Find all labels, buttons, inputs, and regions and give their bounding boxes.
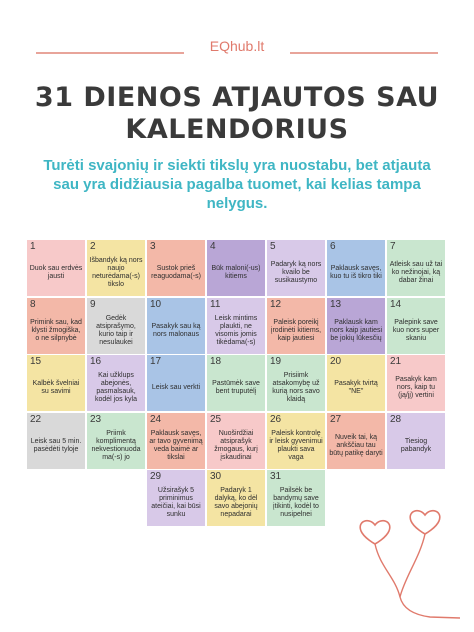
day-task: Leisk sau verkti <box>151 384 201 391</box>
calendar-grid <box>27 240 447 526</box>
day-number: 28 <box>390 413 402 425</box>
day-number: 13 <box>330 298 342 310</box>
day-task: Duok sau erdvės jausti <box>29 265 83 280</box>
calendar-day-5 <box>267 240 325 296</box>
calendar-day-26 <box>267 413 325 469</box>
day-task: Prisiimk atsakomybę už kurią nors savo klaidą <box>272 372 320 403</box>
day-number: 6 <box>330 241 336 252</box>
calendar-day-29 <box>147 470 205 526</box>
day-number: 21 <box>390 356 402 367</box>
day-task: Pasakyk tvirtą "NE" <box>334 380 378 395</box>
calendar-day-23 <box>87 413 145 469</box>
calendar-day-16 <box>87 355 145 411</box>
day-number: 20 <box>330 356 342 367</box>
day-number: 22 <box>30 413 42 425</box>
day-number: 25 <box>210 413 222 425</box>
calendar-day-21 <box>387 355 445 411</box>
day-number: 24 <box>150 413 162 425</box>
day-task: Gedėk atsiprašymo, kurio taip ir nesulaukei <box>96 314 136 346</box>
day-task: Padaryk ką nors kvailo be susikaustymo <box>270 261 322 284</box>
calendar-day-4 <box>207 240 265 296</box>
calendar-day-19 <box>267 355 325 411</box>
calendar-day-31 <box>267 470 325 526</box>
day-task: Leisk mintims plaukti, ne visomis jomis tikėdama(-s) <box>214 314 258 346</box>
day-task: Paklausk savęs, ar tavo gyvenimą veda baimė ar tikslai <box>149 429 203 461</box>
day-task: Užsirašyk 5 priminimus ateičiai, kai būsi sunku <box>151 487 201 518</box>
calendar-day-7 <box>387 240 445 296</box>
day-task: Priimk komplimentą nekvestionuoda ma(-s) jo <box>91 429 141 461</box>
calendar-day-27 <box>327 413 385 469</box>
day-number: 12 <box>270 298 282 310</box>
day-task: Paklausk savęs, kuo tu iš tikro tiki <box>330 265 382 280</box>
day-number: 29 <box>150 471 162 482</box>
calendar-day-11 <box>207 298 265 354</box>
day-task: Nuveik tai, ką ankščiau tau būtų patikę daryti <box>329 433 383 457</box>
day-number: 15 <box>30 356 42 367</box>
day-task: Išbandyk ką nors naujo neturėdama(-s) tikslo <box>89 257 143 288</box>
day-number: 16 <box>90 356 102 367</box>
day-task: Leisk sau 5 min. pasėdėti tyloje <box>30 437 82 453</box>
day-number: 26 <box>270 413 282 425</box>
calendar-day-6 <box>327 240 385 296</box>
day-task: Tiesiog pabandyk <box>400 437 432 453</box>
day-number: 3 <box>150 241 156 252</box>
day-task: Kalbėk švelniai su savimi <box>32 380 80 395</box>
day-number: 1 <box>30 241 36 252</box>
day-task: Primink sau, kad klysti žmogiška, o ne silpnybė <box>30 318 82 342</box>
calendar-day-12 <box>267 298 325 354</box>
day-number: 27 <box>330 413 342 425</box>
day-task: Palepink save kuo nors super skaniu <box>392 318 440 342</box>
day-task: Padaryk 1 dalyką, ko dėl savo abejonių nepadarai <box>214 487 258 518</box>
calendar-day-18 <box>207 355 265 411</box>
day-number: 30 <box>210 471 222 482</box>
calendar-day-17 <box>147 355 205 411</box>
calendar-day-2 <box>87 240 145 296</box>
calendar-day-3 <box>147 240 205 296</box>
calendar-day-25 <box>207 413 265 469</box>
day-number: 17 <box>150 356 162 367</box>
calendar-day-8 <box>27 298 85 354</box>
day-task: Paleisk poreikį įrodinėti kitiems, kaip jautiesi <box>270 318 322 342</box>
calendar-day-24 <box>147 413 205 469</box>
day-task: Pasakyk sau ką nors malonaus <box>151 322 201 338</box>
calendar-day-9 <box>87 298 145 354</box>
day-number: 4 <box>210 241 216 252</box>
day-task: Pastūmėk save bent truputėlį <box>212 380 260 395</box>
day-task: Atleisk sau už tai ko nežinojai, ką dabar žinai <box>389 261 443 284</box>
calendar-day-15 <box>27 355 85 411</box>
calendar-day-28 <box>387 413 445 469</box>
calendar-day-22 <box>27 413 85 469</box>
top-divider-right <box>290 52 438 54</box>
day-number: 8 <box>30 298 36 310</box>
day-task: Paklausk kam nors kaip jautiesi be jokių lūkesčių <box>329 318 383 342</box>
day-task: Būk malonі(-us) kitiems <box>211 265 261 280</box>
page-title: 31 DIENOS ATJAUTOS SAU KALENDORIUS <box>34 82 440 145</box>
page-subtitle: Turėti svajonių ir siekti tikslų yra nuostabu, bet atjauta sau yra didžiausia pagalba tuomet, kai kelias tampa nelygus. <box>43 157 431 212</box>
day-number: 11 <box>210 298 221 310</box>
brand-label: EQhub.lt <box>209 38 265 54</box>
day-number: 31 <box>270 471 282 482</box>
day-task: Pailsėk be bandymų save įtikinti, kodėl to nusipelnei <box>273 487 319 518</box>
day-task: Paleisk kontrolę ir leisk gyvenimui plaukti sava vaga <box>269 429 323 461</box>
calendar-day-1 <box>27 240 85 296</box>
day-number: 7 <box>390 241 396 252</box>
calendar-day-14 <box>387 298 445 354</box>
day-number: 10 <box>150 298 162 310</box>
day-task: Nuoširdžiai atsiprašyk žmogaus, kurį įskaudinai <box>214 429 258 461</box>
hearts-balloon-decoration <box>355 497 465 632</box>
day-number: 18 <box>210 356 222 367</box>
day-number: 2 <box>90 241 96 252</box>
day-task: Sustok prieš reaguodama(-s) <box>151 265 201 280</box>
calendar-day-13 <box>327 298 385 354</box>
day-number: 5 <box>270 241 276 252</box>
day-task: Pasakyk kam nors, kaip tu (ją/jį) vertini <box>395 376 437 399</box>
calendar-day-30 <box>207 470 265 526</box>
day-number: 23 <box>90 413 102 425</box>
day-number: 9 <box>90 298 96 310</box>
calendar-day-10 <box>147 298 205 354</box>
day-task: Kai užklups abejonės, pasmalsauk, kodėl jos kyla <box>94 372 138 403</box>
day-number: 14 <box>390 298 402 310</box>
day-number: 19 <box>270 356 282 367</box>
calendar-day-20 <box>327 355 385 411</box>
